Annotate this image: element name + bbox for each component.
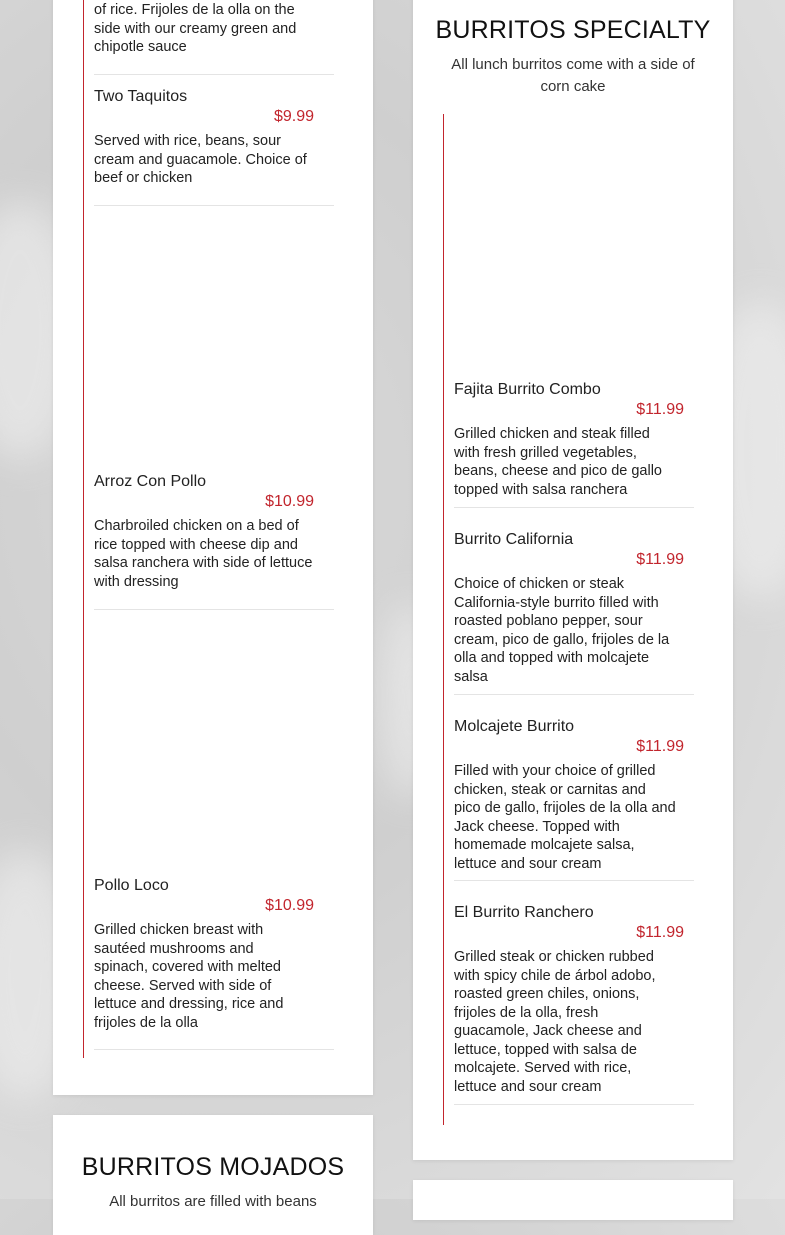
section-subtitle: All lunch burritos come with a side of corn cake [451, 56, 695, 95]
item-name: Molcajete Burrito [454, 718, 575, 735]
menu-item-list [83, 0, 334, 1058]
item-description: Filled with your choice of grilled chicken, steak or carnitas and pico de gallo, frijoles de la olla and Jack cheese. Topped with homemade molcajete salsa, lettuce and sour cream [454, 763, 676, 872]
item-description: Choice of chicken or steak California-style burrito filled with roasted poblano pepper, sour cream, pico de gallo, frijoles de la olla and topped with molcajete salsa [454, 576, 670, 685]
item-name: El Burrito Ranchero [454, 904, 594, 921]
item-separator [94, 205, 334, 206]
item-description: Grilled chicken breast with sautéed mushrooms and spinach, covered with melted cheese. Served with side of lettuce and dressing, rice and frijoles de la olla [94, 922, 284, 1031]
item-price: $10.99 [265, 897, 314, 914]
item-separator [94, 74, 334, 75]
item-name: Arroz Con Pollo [94, 473, 207, 490]
item-description: Grilled chicken and steak filled with fresh grilled vegetables, beans, cheese and pico de gallo topped with salsa ranchera [454, 426, 662, 498]
item-description: Served with rice, beans, sour cream and guacamole. Choice of beef or chicken [94, 133, 307, 186]
item-separator [454, 694, 694, 695]
menu-item-list [443, 114, 694, 1125]
menu-item[interactable] [94, 877, 324, 1031]
item-price: $10.99 [265, 493, 314, 510]
menu-item[interactable] [454, 531, 684, 685]
menu-card-next [413, 1180, 733, 1220]
menu-item[interactable] [454, 718, 684, 872]
item-price: $9.99 [273, 108, 314, 125]
item-separator [454, 507, 694, 508]
item-price: $11.99 [636, 924, 684, 941]
item-description: Charbroiled chicken on a bed of rice topped with cheese dip and salsa ranchera with side of lettuce with dressing [94, 518, 313, 590]
menu-item[interactable] [94, 88, 324, 198]
item-name: Pollo Loco [94, 877, 169, 894]
section-title: BURRITOS SPECIALTY [435, 16, 711, 44]
item-separator [94, 1049, 334, 1050]
item-name: Burrito California [454, 531, 574, 548]
item-price: $11.99 [636, 551, 684, 568]
item-separator [454, 880, 694, 881]
item-separator [454, 1104, 694, 1105]
item-description-tail: of rice. Frijoles de la olla on the side with our creamy green and chipotle sauce [94, 2, 297, 55]
item-name: Two Taquitos [94, 88, 188, 105]
menu-card-burritos-mojados [53, 1115, 373, 1235]
menu-item[interactable] [454, 904, 684, 1094]
item-name: Fajita Burrito Combo [454, 381, 601, 398]
item-price: $11.99 [636, 401, 684, 418]
menu-item[interactable] [94, 473, 324, 593]
menu-item[interactable] [454, 381, 684, 501]
item-price: $11.99 [636, 738, 684, 755]
item-separator [94, 609, 334, 610]
section-title: BURRITOS MOJADOS [81, 1153, 345, 1181]
section-subtitle: All burritos are filled with beans [109, 1193, 317, 1210]
menu-card-left [53, 0, 373, 1095]
menu-card-burritos-specialty [413, 0, 733, 1160]
item-description: Grilled steak or chicken rubbed with spicy chile de árbol adobo, roasted green chiles, onions, frijoles de la olla, fresh guacamole, Jack cheese and lettuce, topped with salsa de molcajete. Served with rice, lettuce and sour cream [454, 949, 656, 1095]
